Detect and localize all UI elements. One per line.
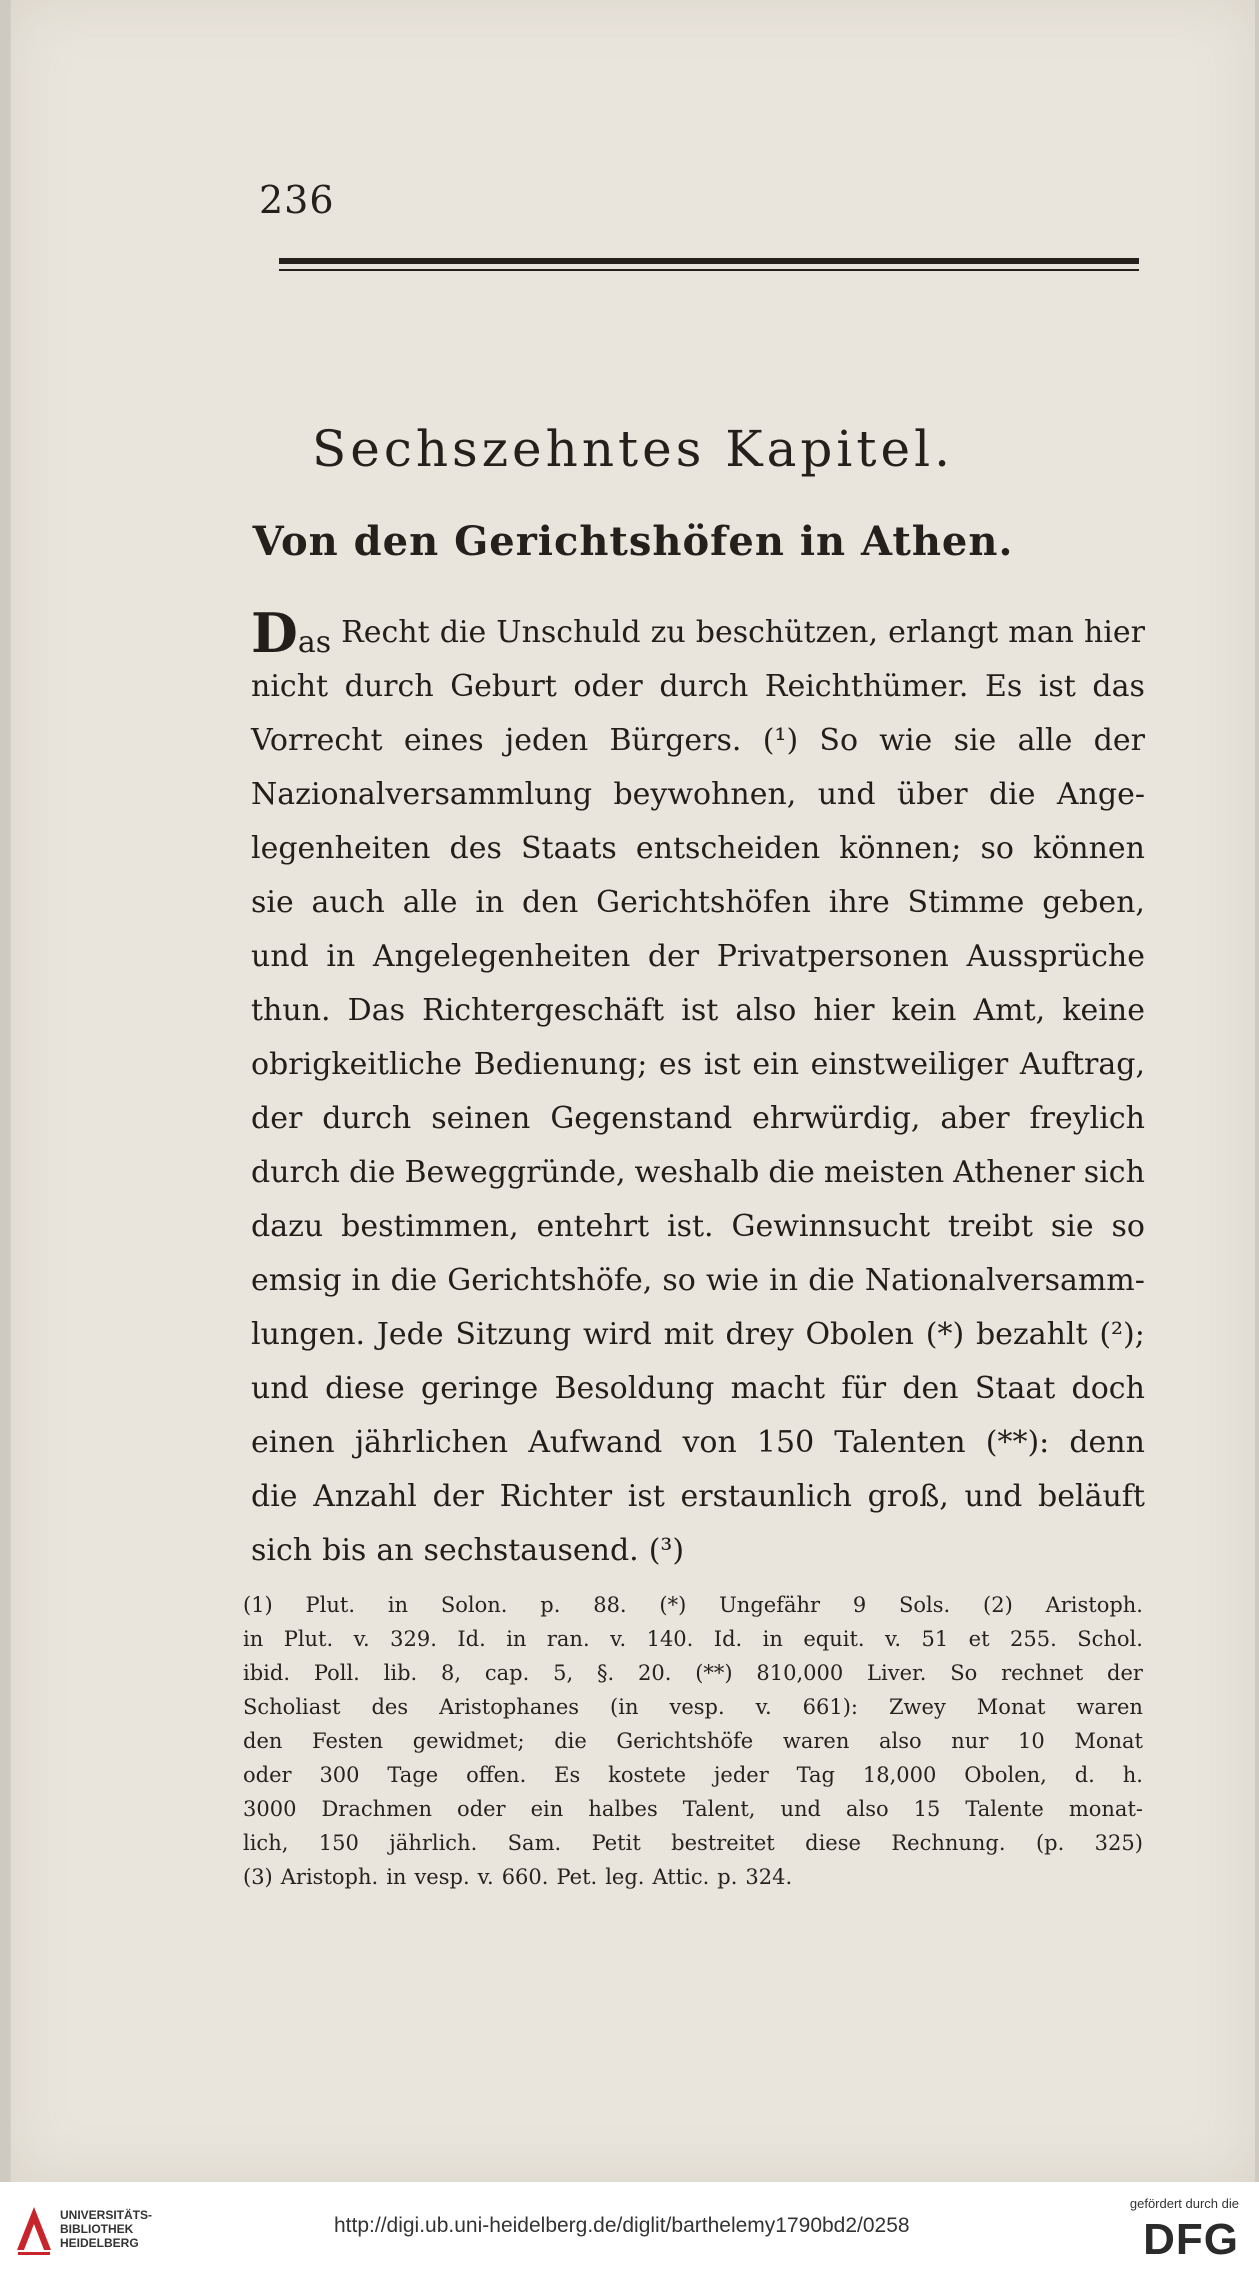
library-name [60, 2208, 152, 2250]
body-line: einen jährlichen Aufwand von 150 Talenten (**): denn [251, 1425, 1145, 1460]
chapter-title: Sechszehntes Kapitel. [311, 420, 954, 478]
body-line: die Anzahl der Richter ist erstaunlich groß, und beläuft [251, 1479, 1145, 1514]
footnote-line: oder 300 Tage offen. Es kostete jeder Tag 18,000 Obolen, d. h. [243, 1763, 1143, 1787]
body-line: und diese geringe Besoldung macht für den Staat doch [251, 1371, 1145, 1406]
body-line: emsig in die Gerichtshöfe, so wie in die Nationalversamm- [251, 1263, 1145, 1298]
library-name-line-3: HEIDELBERG [60, 2236, 139, 2250]
footnotes [243, 1588, 1143, 1894]
footnote-line: ibid. Poll. lib. 8, cap. 5, §. 20. (**) 810,000 Liver. So rechnet der [243, 1661, 1143, 1685]
book-page [10, 0, 1255, 2182]
footnote-line: (3) Aristoph. in vesp. v. 660. Pet. leg. Attic. p. 324. [243, 1865, 793, 1889]
funded-by-label: gefördert durch die [1129, 2196, 1239, 2211]
body-line: Vorrecht eines jeden Bürgers. (¹) So wie sie alle der [251, 723, 1145, 758]
body-line: sich bis an sechstausend. (³) [251, 1533, 685, 1568]
body-line: lungen. Jede Sitzung wird mit drey Obolen (*) bezahlt (²); [251, 1317, 1145, 1352]
header-rule-thick [279, 258, 1139, 264]
footnote-line: 3000 Drachmen oder ein halbes Talent, und also 15 Talente monat- [243, 1797, 1143, 1821]
university-library-logo-icon [14, 2204, 54, 2256]
body-line: nicht durch Geburt oder durch Reichthümer. Es ist das [251, 669, 1145, 704]
viewer-footer [0, 2182, 1259, 2276]
footnote-line: (1) Plut. in Solon. p. 88. (*) Ungefähr 9 Sols. (2) Aristoph. [243, 1593, 1143, 1617]
chapter-subtitle: Von den Gerichtshöfen in Athen. [252, 518, 1014, 565]
dfg-logo: DFG [1143, 2215, 1239, 2264]
body-line: Das Recht die Unschuld zu beschützen, erlangt man hier [251, 601, 1145, 665]
footnote-line: in Plut. v. 329. Id. in ran. v. 140. Id. in equit. v. 51 et 255. Schol. [243, 1627, 1143, 1651]
footnote-line: Scholiast des Aristophanes (in vesp. v. 661): Zwey Monat waren [243, 1695, 1143, 1719]
body-text [251, 601, 1145, 1578]
body-line: dazu bestimmen, entehrt ist. Gewinnsucht treibt sie so [251, 1209, 1145, 1244]
library-name-line-1: UNIVERSITÄTS- [60, 2208, 153, 2222]
drop-cap: D [251, 601, 298, 665]
library-name-line-2: BIBLIOTHEK [60, 2222, 134, 2236]
body-line: und in Angelegenheiten der Privatpersonen Aussprüche [251, 939, 1145, 974]
body-line: legenheiten des Staats entscheiden können; so können [251, 831, 1145, 866]
body-line: Nazionalversammlung beywohnen, und über die Ange- [251, 777, 1145, 812]
body-line: thun. Das Richtergeschäft ist also hier kein Amt, keine [251, 993, 1145, 1028]
page-number: 236 [259, 178, 335, 222]
body-line: obrigkeitliche Bedienung; es ist ein einstweiliger Auftrag, [251, 1047, 1145, 1082]
footnote-line: den Festen gewidmet; die Gerichtshöfe waren also nur 10 Monat [243, 1729, 1143, 1753]
header-rule-thin [279, 269, 1139, 271]
body-line: sie auch alle in den Gerichtshöfen ihre Stimme geben, [251, 885, 1145, 920]
permalink-url[interactable]: http://digi.ub.uni-heidelberg.de/diglit/barthelemy1790bd2/0258 [334, 2214, 910, 2237]
footnote-line: lich, 150 jährlich. Sam. Petit bestreitet diese Rechnung. (p. 325) [243, 1831, 1143, 1855]
body-line: durch die Beweggründe, weshalb die meisten Athener sich [251, 1155, 1145, 1190]
body-line: der durch seinen Gegenstand ehrwürdig, aber freylich [251, 1101, 1145, 1136]
